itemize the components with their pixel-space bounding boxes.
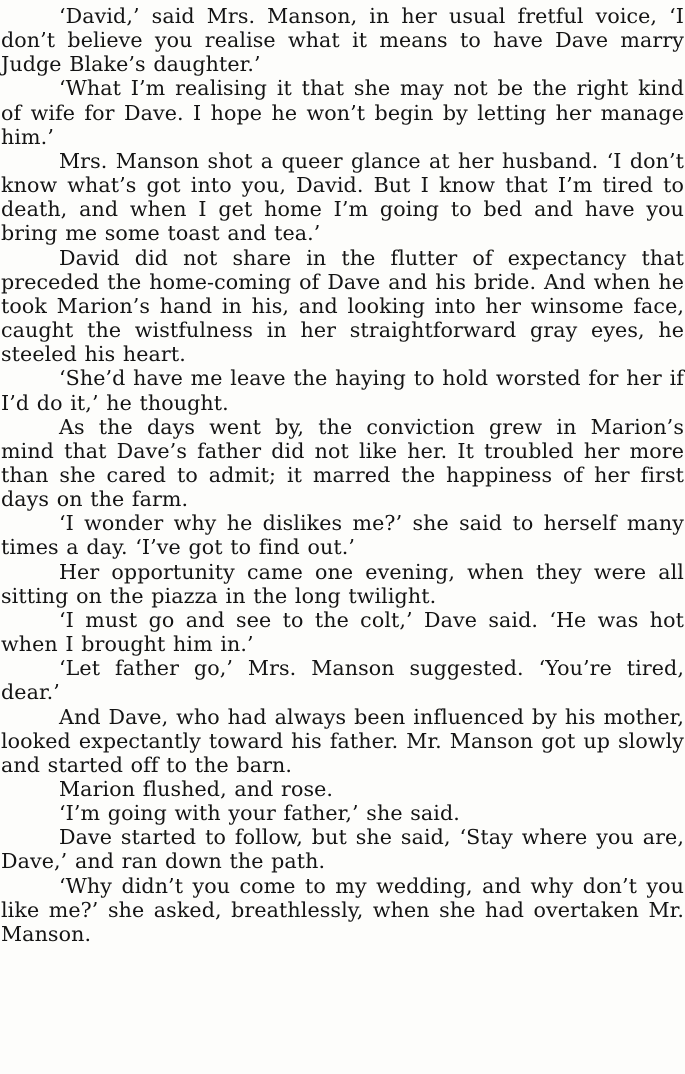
- paragraph-11: And Dave, who had always been influenced by his mother, looked expectantly toward his father. Mr. Manson got up slowly and started off to the barn.: [1, 704, 684, 777]
- paragraph-8: Her opportunity came one evening, when they were all sitting on the piazza in the long twilight.: [1, 559, 684, 608]
- paragraph-14: Dave started to follow, but she said, ‘Stay where you are, Dave,’ and ran down the path.: [1, 825, 684, 874]
- paragraph-10: ‘Let father go,’ Mrs. Manson suggested. ‘You’re tired, dear.’: [1, 656, 684, 705]
- paragraph-13: ‘I’m going with your father,’ she said.: [59, 801, 460, 826]
- paragraph-12: Marion flushed, and rose.: [59, 777, 334, 801]
- paragraph-2: ‘What I’m realising it that she may not be the right kind of wife for Dave. I hope he won’t begin by letting her manage him.’: [1, 76, 684, 149]
- paragraph-6: As the days went by, the conviction grew in Marion’s mind that Dave’s father did not like her. It troubled her more than she cared to admit; it marred the happiness of her first days on the farm.: [1, 414, 684, 512]
- paragraph-15: ‘Why didn’t you come to my wedding, and why don’t you like me?’ she asked, breathlessly, when she had overtaken Mr. Manson.: [1, 873, 684, 946]
- paragraph-1: ‘David,’ said Mrs. Manson, in her usual fretful voice, ‘I don’t believe you realise what it means to have Dave marry Judge Blake’s daughter.’: [1, 4, 684, 77]
- paragraph-5: ‘She’d have me leave the haying to hold worsted for her if I’d do it,’ he thought.: [1, 366, 684, 415]
- paragraph-9: ‘I must go and see to the colt,’ Dave said. ‘He was hot when I brought him in.’: [1, 607, 684, 657]
- paragraph-7: ‘I wonder why he dislikes me?’ she said to herself many times a day. ‘I’ve got to find out.’: [1, 511, 684, 560]
- paragraph-3: Mrs. Manson shot a queer glance at her husband. ‘I don’t know what’s got into you, David. But I know that I’m tired to death, and when I get home I’m going to bed and have you bring me some toast and tea.’: [1, 148, 684, 246]
- paragraph-4: David did not share in the flutter of expectancy that preceded the home-coming of Dave and his bride. And when he took Marion’s hand in his, and looking into her winsome face, caught the wistfulness in her straightforward gray eyes, he steeled his heart.: [1, 245, 684, 367]
